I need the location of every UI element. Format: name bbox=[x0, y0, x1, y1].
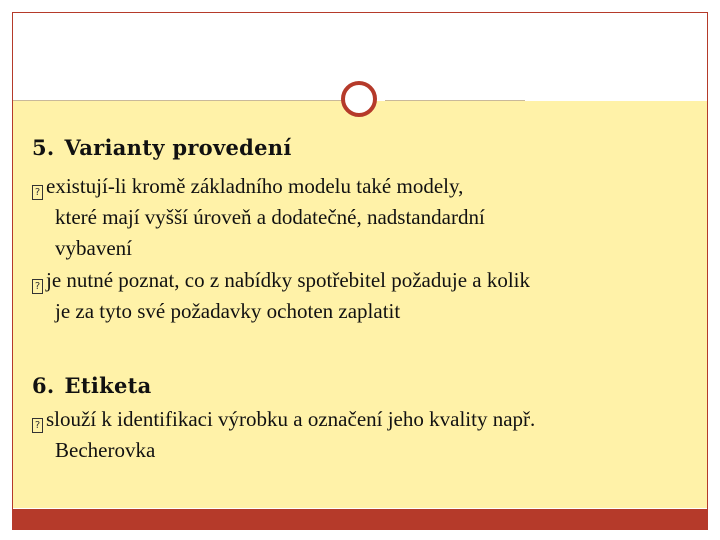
section-heading-5 bbox=[32, 135, 292, 160]
bullet-line: Becherovka bbox=[55, 438, 156, 462]
bottom-accent-bar bbox=[13, 509, 707, 529]
bullet-line: ? slouží k identifikaci výrobku a označení jeho kvality např. bbox=[32, 404, 535, 435]
circle-ornament-icon bbox=[341, 81, 377, 117]
bullet-item bbox=[32, 404, 535, 466]
bullet-marker-icon: ? bbox=[32, 418, 43, 433]
bullet-line: je za tyto své požadavky ochoten zaplatit bbox=[55, 299, 401, 323]
section-title: Etiketa bbox=[64, 373, 152, 398]
bullet-item bbox=[32, 265, 530, 327]
bullet-marker-icon: ? bbox=[32, 185, 43, 200]
bullet-line: které mají vyšší úroveň a dodatečné, nadstandardní bbox=[55, 205, 485, 229]
slide bbox=[12, 12, 708, 530]
section-number: 5. bbox=[32, 135, 55, 160]
bullet-marker-icon: ? bbox=[32, 279, 43, 294]
section-title: Varianty provedení bbox=[64, 135, 292, 160]
section-number: 6. bbox=[32, 373, 55, 398]
section-heading-6 bbox=[32, 373, 152, 398]
bullet-line: vybavení bbox=[55, 236, 132, 260]
slide-content-area bbox=[13, 101, 707, 508]
bullet-line: ? existují-li kromě základního modelu také modely, bbox=[32, 171, 485, 202]
bullet-line: ? je nutné poznat, co z nabídky spotřebitel požaduje a kolik bbox=[32, 265, 530, 296]
bullet-item bbox=[32, 171, 485, 264]
